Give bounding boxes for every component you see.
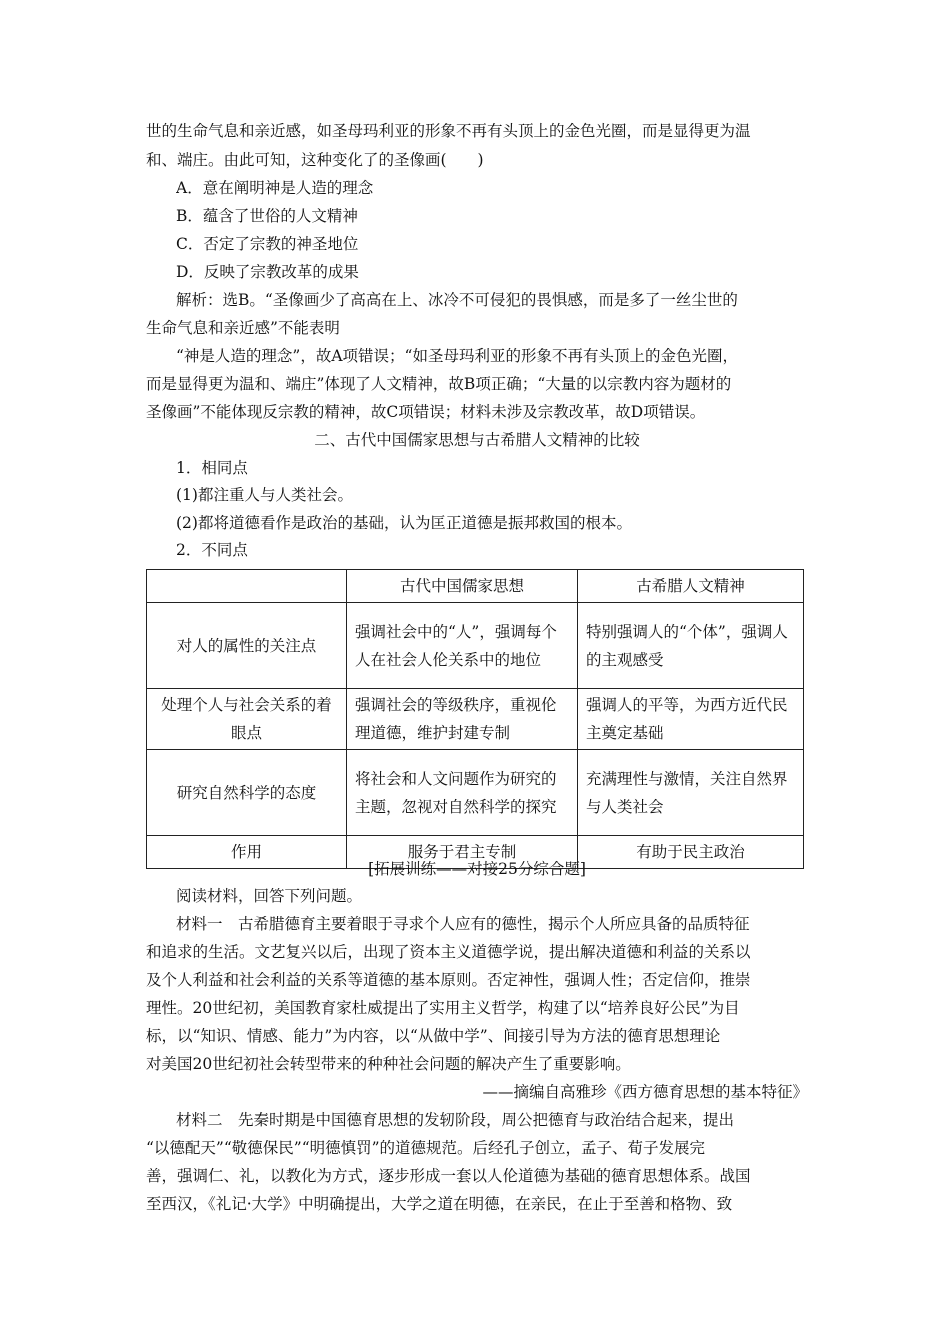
table-header-cell <box>147 570 347 603</box>
subheading-diff: 2．不同点 <box>176 541 248 559</box>
table-cell: 特别强调人的“个体”，强调人的主观感受 <box>578 603 804 689</box>
table-row <box>147 750 804 836</box>
material-line: 对美国20世纪初社会转型带来的种种社会问题的解决产生了重要影响。 <box>146 1055 631 1073</box>
option-b: B．蕴含了世俗的人文精神 <box>176 207 358 225</box>
table-cell: 有助于民主政治 <box>578 836 804 869</box>
section-heading: 二、古代中国儒家思想与古希腊人文精神的比较 <box>314 431 640 449</box>
analysis-line: 圣像画”不能体现反宗教的精神，故C项错误；材料未涉及宗教改革，故D项错误。 <box>146 403 706 421</box>
table-header-cell: 古代中国儒家思想 <box>347 570 578 603</box>
material-line: 材料一 古希腊德育主要着眼于寻求个人应有的德性，揭示个人所应具备的品质特征 <box>176 915 750 933</box>
table-cell: 强调社会的等级秩序，重视伦理道德，维护封建专制 <box>347 689 578 750</box>
table-cell: 对人的属性的关注点 <box>147 603 347 689</box>
material-line: 和追求的生活。文艺复兴以后，出现了资本主义道德学说，提出解决道德和利益的关系以 <box>146 943 751 961</box>
material-line: 至西汉，《礼记·大学》中明确提出，大学之道在明德，在亲民，在止于至善和格物、致 <box>146 1195 733 1213</box>
table-cell: 强调人的平等，为西方近代民主奠定基础 <box>578 689 804 750</box>
comparison-table <box>146 569 804 869</box>
option-a: A．意在阐明神是人造的理念 <box>176 179 374 197</box>
material-line: 标，以“知识、情感、能力”为内容，以“从做中学”、间接引导为方法的德育思想理论 <box>146 1027 721 1045</box>
text-line: (1)都注重人与人类社会。 <box>176 486 353 504</box>
option-d: D．反映了宗教改革的成果 <box>176 263 359 281</box>
text-line: 世的生命气息和亲近感，如圣母玛利亚的形象不再有头顶上的金色光圈，而是显得更为温 <box>146 122 751 140</box>
material-line: 善，强调仁、礼，以教化为方式，逐步形成一套以人伦道德为基础的德育思想体系。战国 <box>146 1167 751 1185</box>
subheading-same: 1．相同点 <box>176 459 248 477</box>
text-line: (2)都将道德看作是政治的基础，认为匡正道德是振邦救国的根本。 <box>176 514 632 532</box>
table-row <box>147 689 804 750</box>
analysis-line: 而是显得更为温和、端庄”体现了人文精神，故B项正确；“大量的以宗教内容为题材的 <box>146 375 732 393</box>
question-stem: 和、端庄。由此可知，这种变化了的圣像画( ) <box>146 151 484 169</box>
table-cell: 强调社会中的“人”，强调每个人在社会人伦关系中的地位 <box>347 603 578 689</box>
table-cell: 将社会和人文问题作为研究的主题，忽视对自然科学的探究 <box>347 750 578 836</box>
analysis-line: 生命气息和亲近感”不能表明 <box>146 319 340 337</box>
analysis-line: 解析：选B。“圣像画少了高高在上、冰冷不可侵犯的畏惧感，而是多了一丝尘世的 <box>176 291 738 309</box>
section-caption: [拓展训练——对接25分综合题] <box>368 860 586 878</box>
table-cell: 服务于君主专制 <box>347 836 578 869</box>
table-header-cell: 古希腊人文精神 <box>578 570 804 603</box>
material-line: 及个人利益和社会利益的关系等道德的基本原则。否定神性，强调人性；否定信仰，推崇 <box>146 971 751 989</box>
table-cell: 处理个人与社会关系的着眼点 <box>147 689 347 750</box>
material-line: 理性。20世纪初，美国教育家杜威提出了实用主义哲学，构建了以“培养良好公民”为目 <box>146 999 740 1017</box>
material-line: 材料二 先秦时期是中国德育思想的发轫阶段，周公把德育与政治结合起来，提出 <box>176 1111 735 1129</box>
option-c: C．否定了宗教的神圣地位 <box>176 235 359 253</box>
analysis-line: “神是人造的理念”，故A项错误；“如圣母玛利亚的形象不再有头顶上的金色光圈， <box>176 347 738 365</box>
table-row <box>147 603 804 689</box>
table-header-row <box>147 570 804 603</box>
material-line: “以德配天”“敬德保民”“明德慎罚”的道德规范。后经孔子创立，孟子、荀子发展完 <box>146 1139 706 1157</box>
table-cell: 充满理性与激情，关注自然界与人类社会 <box>578 750 804 836</box>
text-line: 阅读材料，回答下列问题。 <box>176 887 363 905</box>
table-cell: 研究自然科学的态度 <box>147 750 347 836</box>
table-cell: 作用 <box>147 836 347 869</box>
source-citation: ——摘编自高雅珍《西方德育思想的基本特征》 <box>482 1083 808 1101</box>
